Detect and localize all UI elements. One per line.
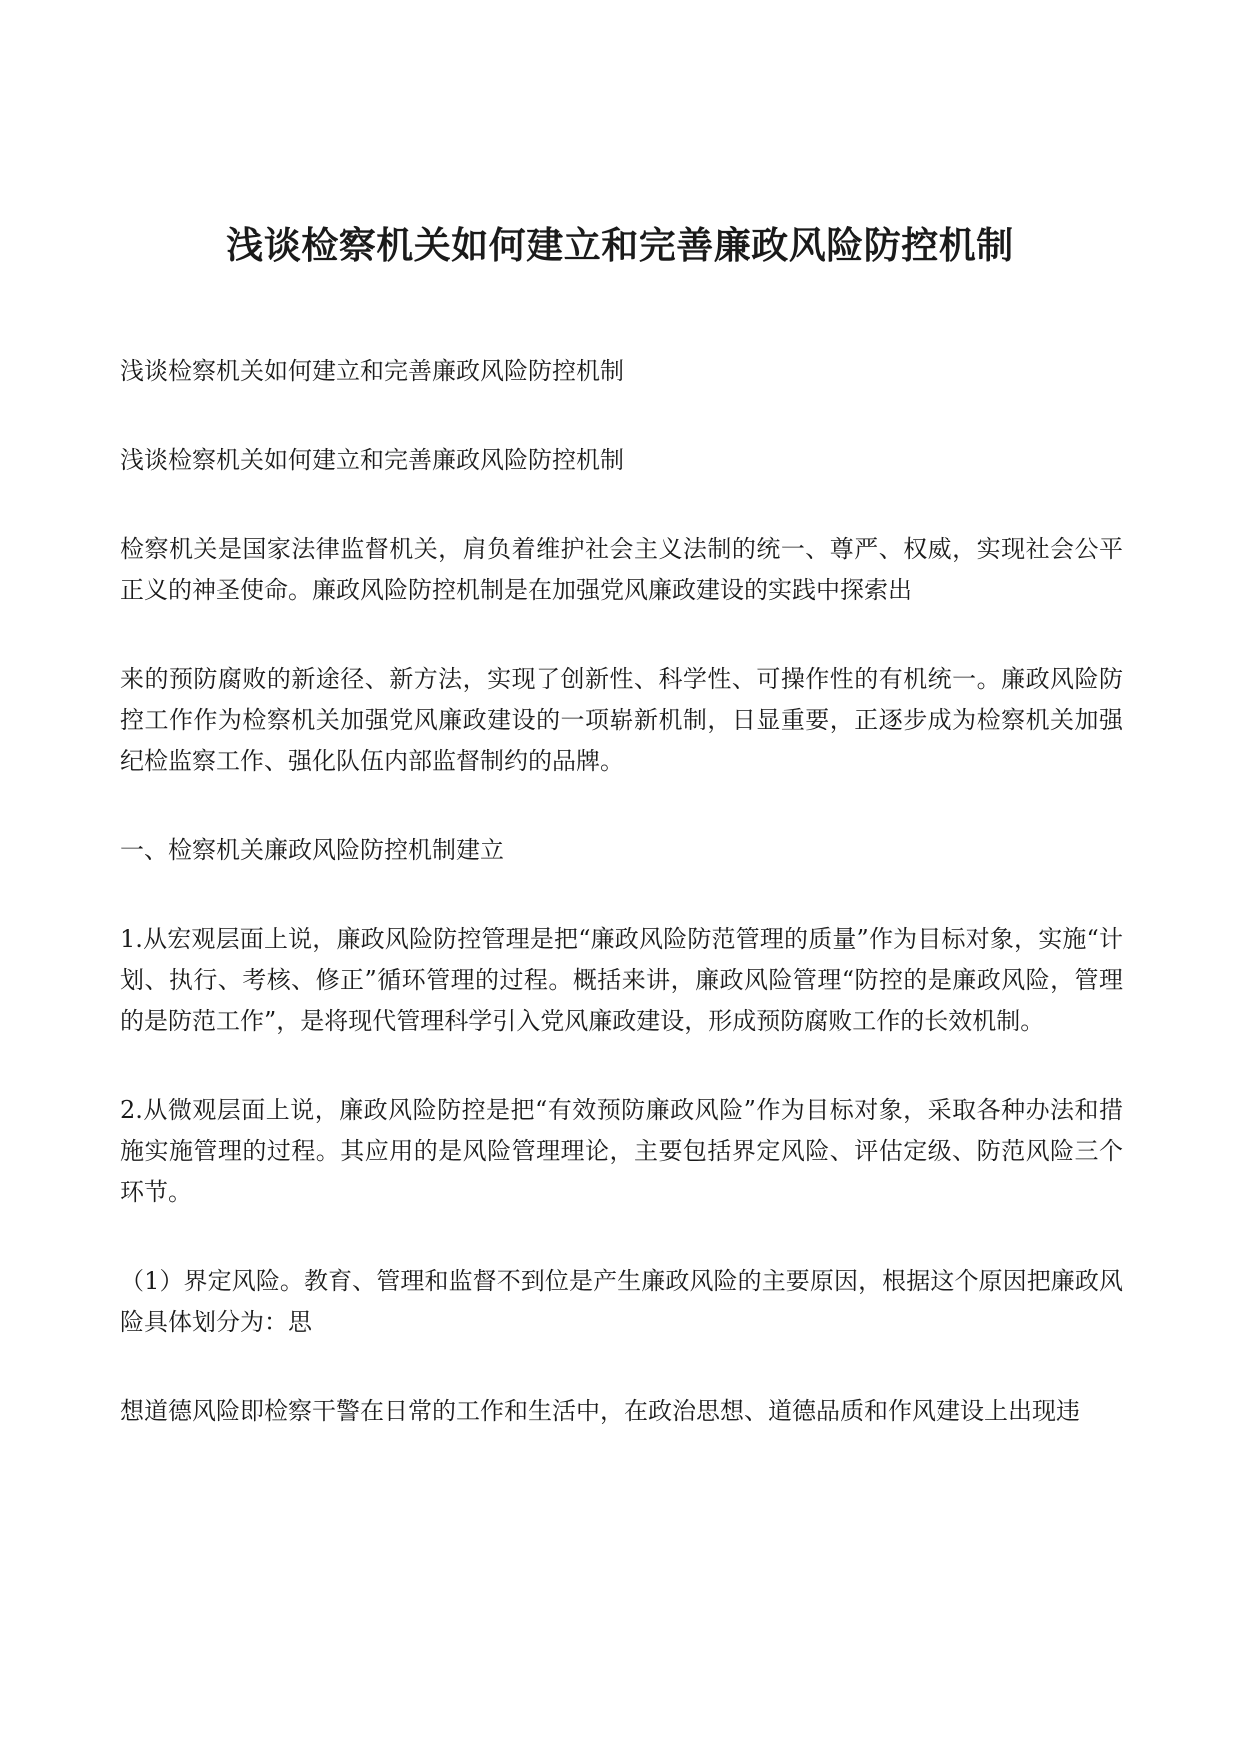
paragraph-repeat-title-2: 浅谈检察机关如何建立和完善廉政风险防控机制 [120,446,624,474]
paragraph-point-1: 1.从宏观层面上说，廉政风险防控管理是把“廉政风险防范管理的质量”作为目标对象，实施“计划、执行、考核、修正”循环管理的过程。概括来讲，廉政风险管理“防控的是廉政风险，管理的是防范工作”，是将现代管理科学引入党风廉政建设，形成预防腐败工作的长效机制。 [120,925,1123,1035]
paragraph-repeat-title-1: 浅谈检察机关如何建立和完善廉政风险防控机制 [120,357,624,385]
paragraph-intro: 检察机关是国家法律监督机关，肩负着维护社会主义法制的统一、尊严、权威，实现社会公平正义的神圣使命。廉政风险防控机制是在加强党风廉政建设的实践中探索出 [120,535,1123,604]
section-heading-1: 一、检察机关廉政风险防控机制建立 [120,836,504,864]
paragraph-point-2: 2.从微观层面上说，廉政风险防控是把“有效预防廉政风险”作为目标对象，采取各种办法和措施实施管理的过程。其应用的是风险管理理论，主要包括界定风险、评估定级、防范风险三个环节。 [120,1096,1123,1206]
paragraph-subpoint-1: （1）界定风险。教育、管理和监督不到位是产生廉政风险的主要原因，根据这个原因把廉政风险具体划分为：思 [120,1267,1123,1336]
document-body [120,351,1123,1480]
document-title: 浅谈检察机关如何建立和完善廉政风险防控机制 [226,223,1014,267]
paragraph-intro-continued: 来的预防腐败的新途径、新方法，实现了创新性、科学性、可操作性的有机统一。廉政风险防控工作作为检察机关加强党风廉政建设的一项崭新机制，日显重要，正逐步成为检察机关加强纪检监察工作、强化队伍内部监督制约的品牌。 [120,665,1123,775]
paragraph-subpoint-1-continued: 想道德风险即检察干警在日常的工作和生活中，在政治思想、道德品质和作风建设上出现违 [120,1397,1080,1425]
